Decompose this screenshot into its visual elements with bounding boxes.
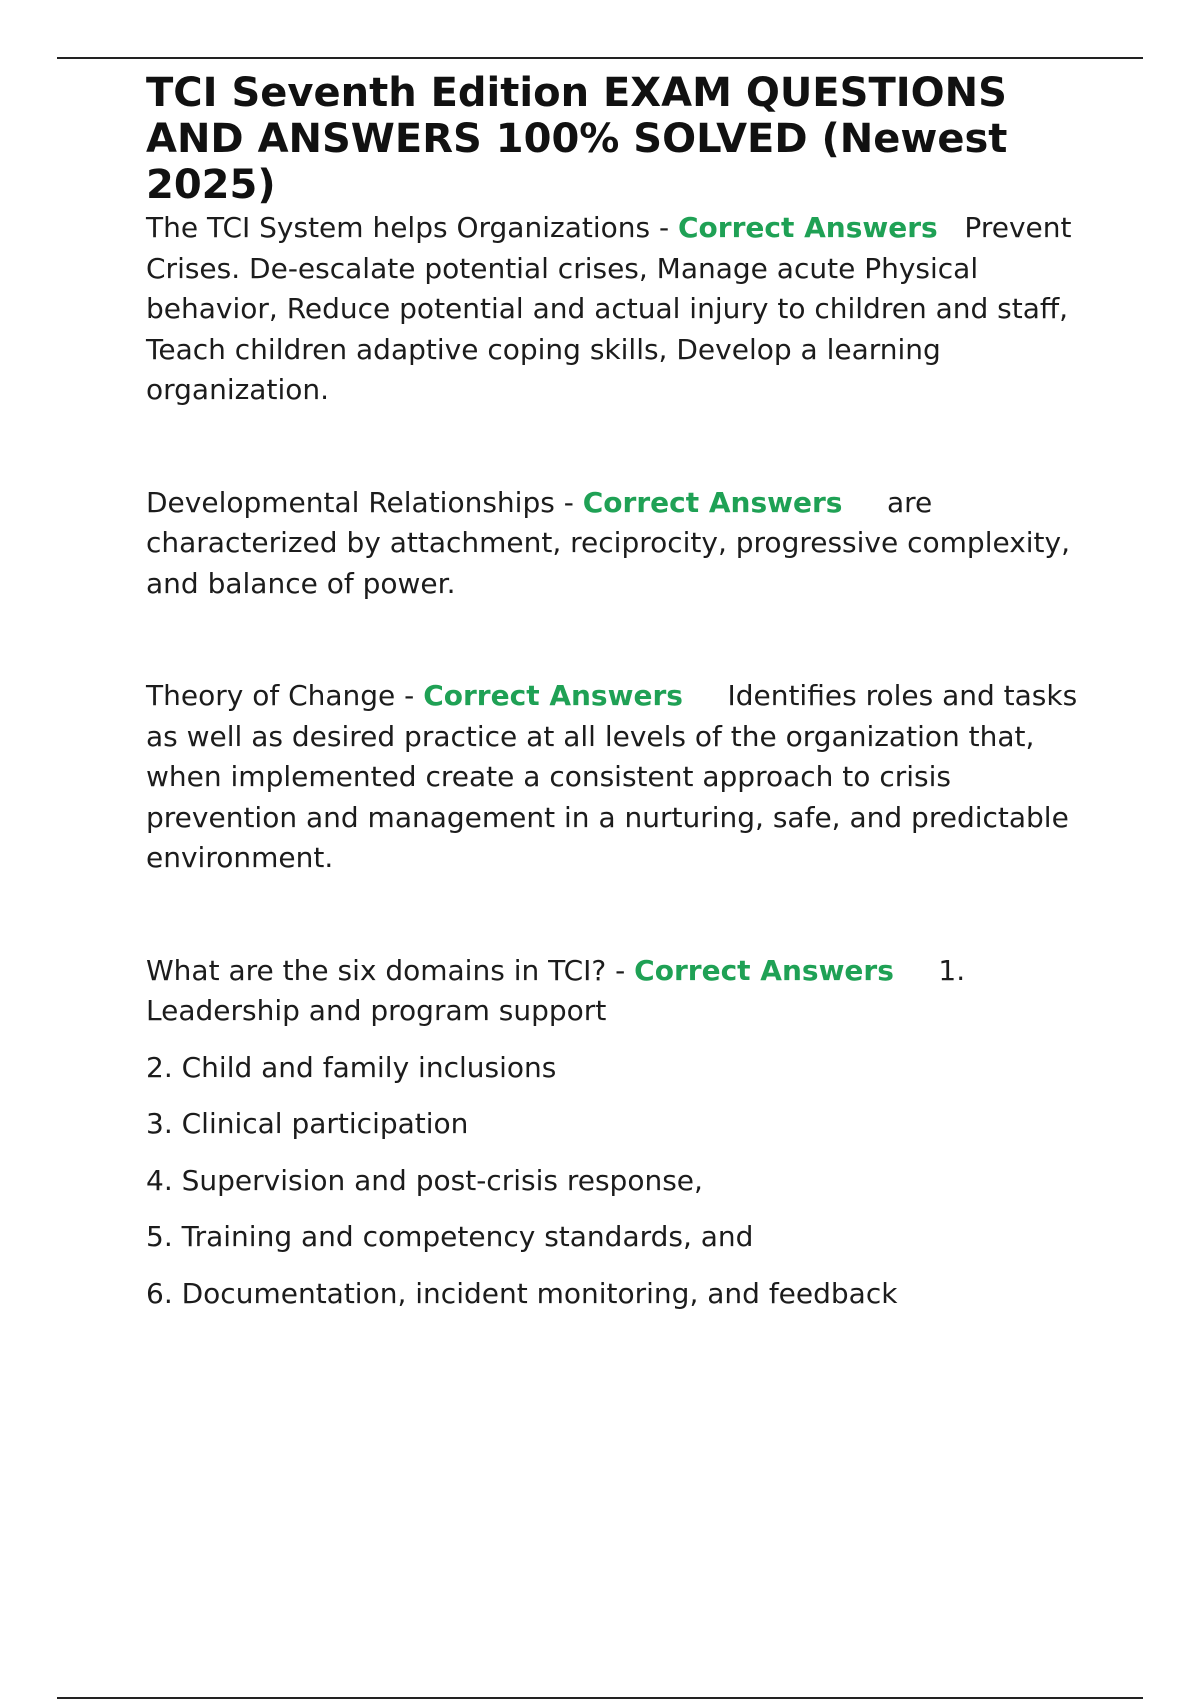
question-text: Developmental Relationships - bbox=[146, 485, 574, 519]
answer-text: Identifies roles and tasks as well as desired practice at all levels of the organization that, when implemented create a consistent approach to crisis prevention and management in a nurturing, safe, and predictable environment. bbox=[146, 679, 1078, 874]
bottom-rule bbox=[57, 1697, 1143, 1699]
document-title: TCI Seventh Edition EXAM QUESTIONS AND ANSWERS 100% SOLVED (Newest 2025) bbox=[146, 70, 1008, 208]
answer-text: Prevent Crises. De-escalate potential crises, Manage acute Physical behavior, Reduce potential and actual injury to children and staff, Teach children adaptive coping skills, Develop a learning organization. bbox=[146, 211, 1072, 406]
correct-answers-label: Correct Answers bbox=[423, 679, 683, 712]
domain-list-item: 4. Supervision and post-crisis response, bbox=[146, 1163, 703, 1197]
correct-answers-label: Correct Answers bbox=[582, 485, 843, 519]
document-body bbox=[146, 70, 1096, 1314]
question-text: The TCI System helps Organizations - bbox=[146, 211, 670, 244]
qa-entry bbox=[146, 483, 1096, 605]
correct-answers-label: Correct Answers bbox=[634, 953, 894, 987]
correct-answers-label: Correct Answers bbox=[677, 211, 938, 244]
domain-list-item: 2. Child and family inclusions bbox=[146, 1050, 557, 1084]
question-text: What are the six domains in TCI? - bbox=[146, 953, 626, 987]
top-rule bbox=[57, 57, 1143, 59]
answer-text: 1. Leadership and program support bbox=[146, 953, 966, 1027]
question-text: Theory of Change - bbox=[146, 679, 415, 712]
qa-entry bbox=[146, 676, 1096, 879]
domain-list-item: 6. Documentation, incident monitoring, and feedback bbox=[146, 1276, 898, 1310]
domain-list-item: 3. Clinical participation bbox=[146, 1107, 469, 1140]
qa-entry bbox=[146, 208, 1096, 411]
domain-list-item: 5. Training and competency standards, and bbox=[146, 1220, 754, 1253]
qa-entry bbox=[146, 951, 1096, 1032]
answer-text: are characterized by attachment, reciprocity, progressive complexity, and balance of power. bbox=[146, 485, 1070, 600]
